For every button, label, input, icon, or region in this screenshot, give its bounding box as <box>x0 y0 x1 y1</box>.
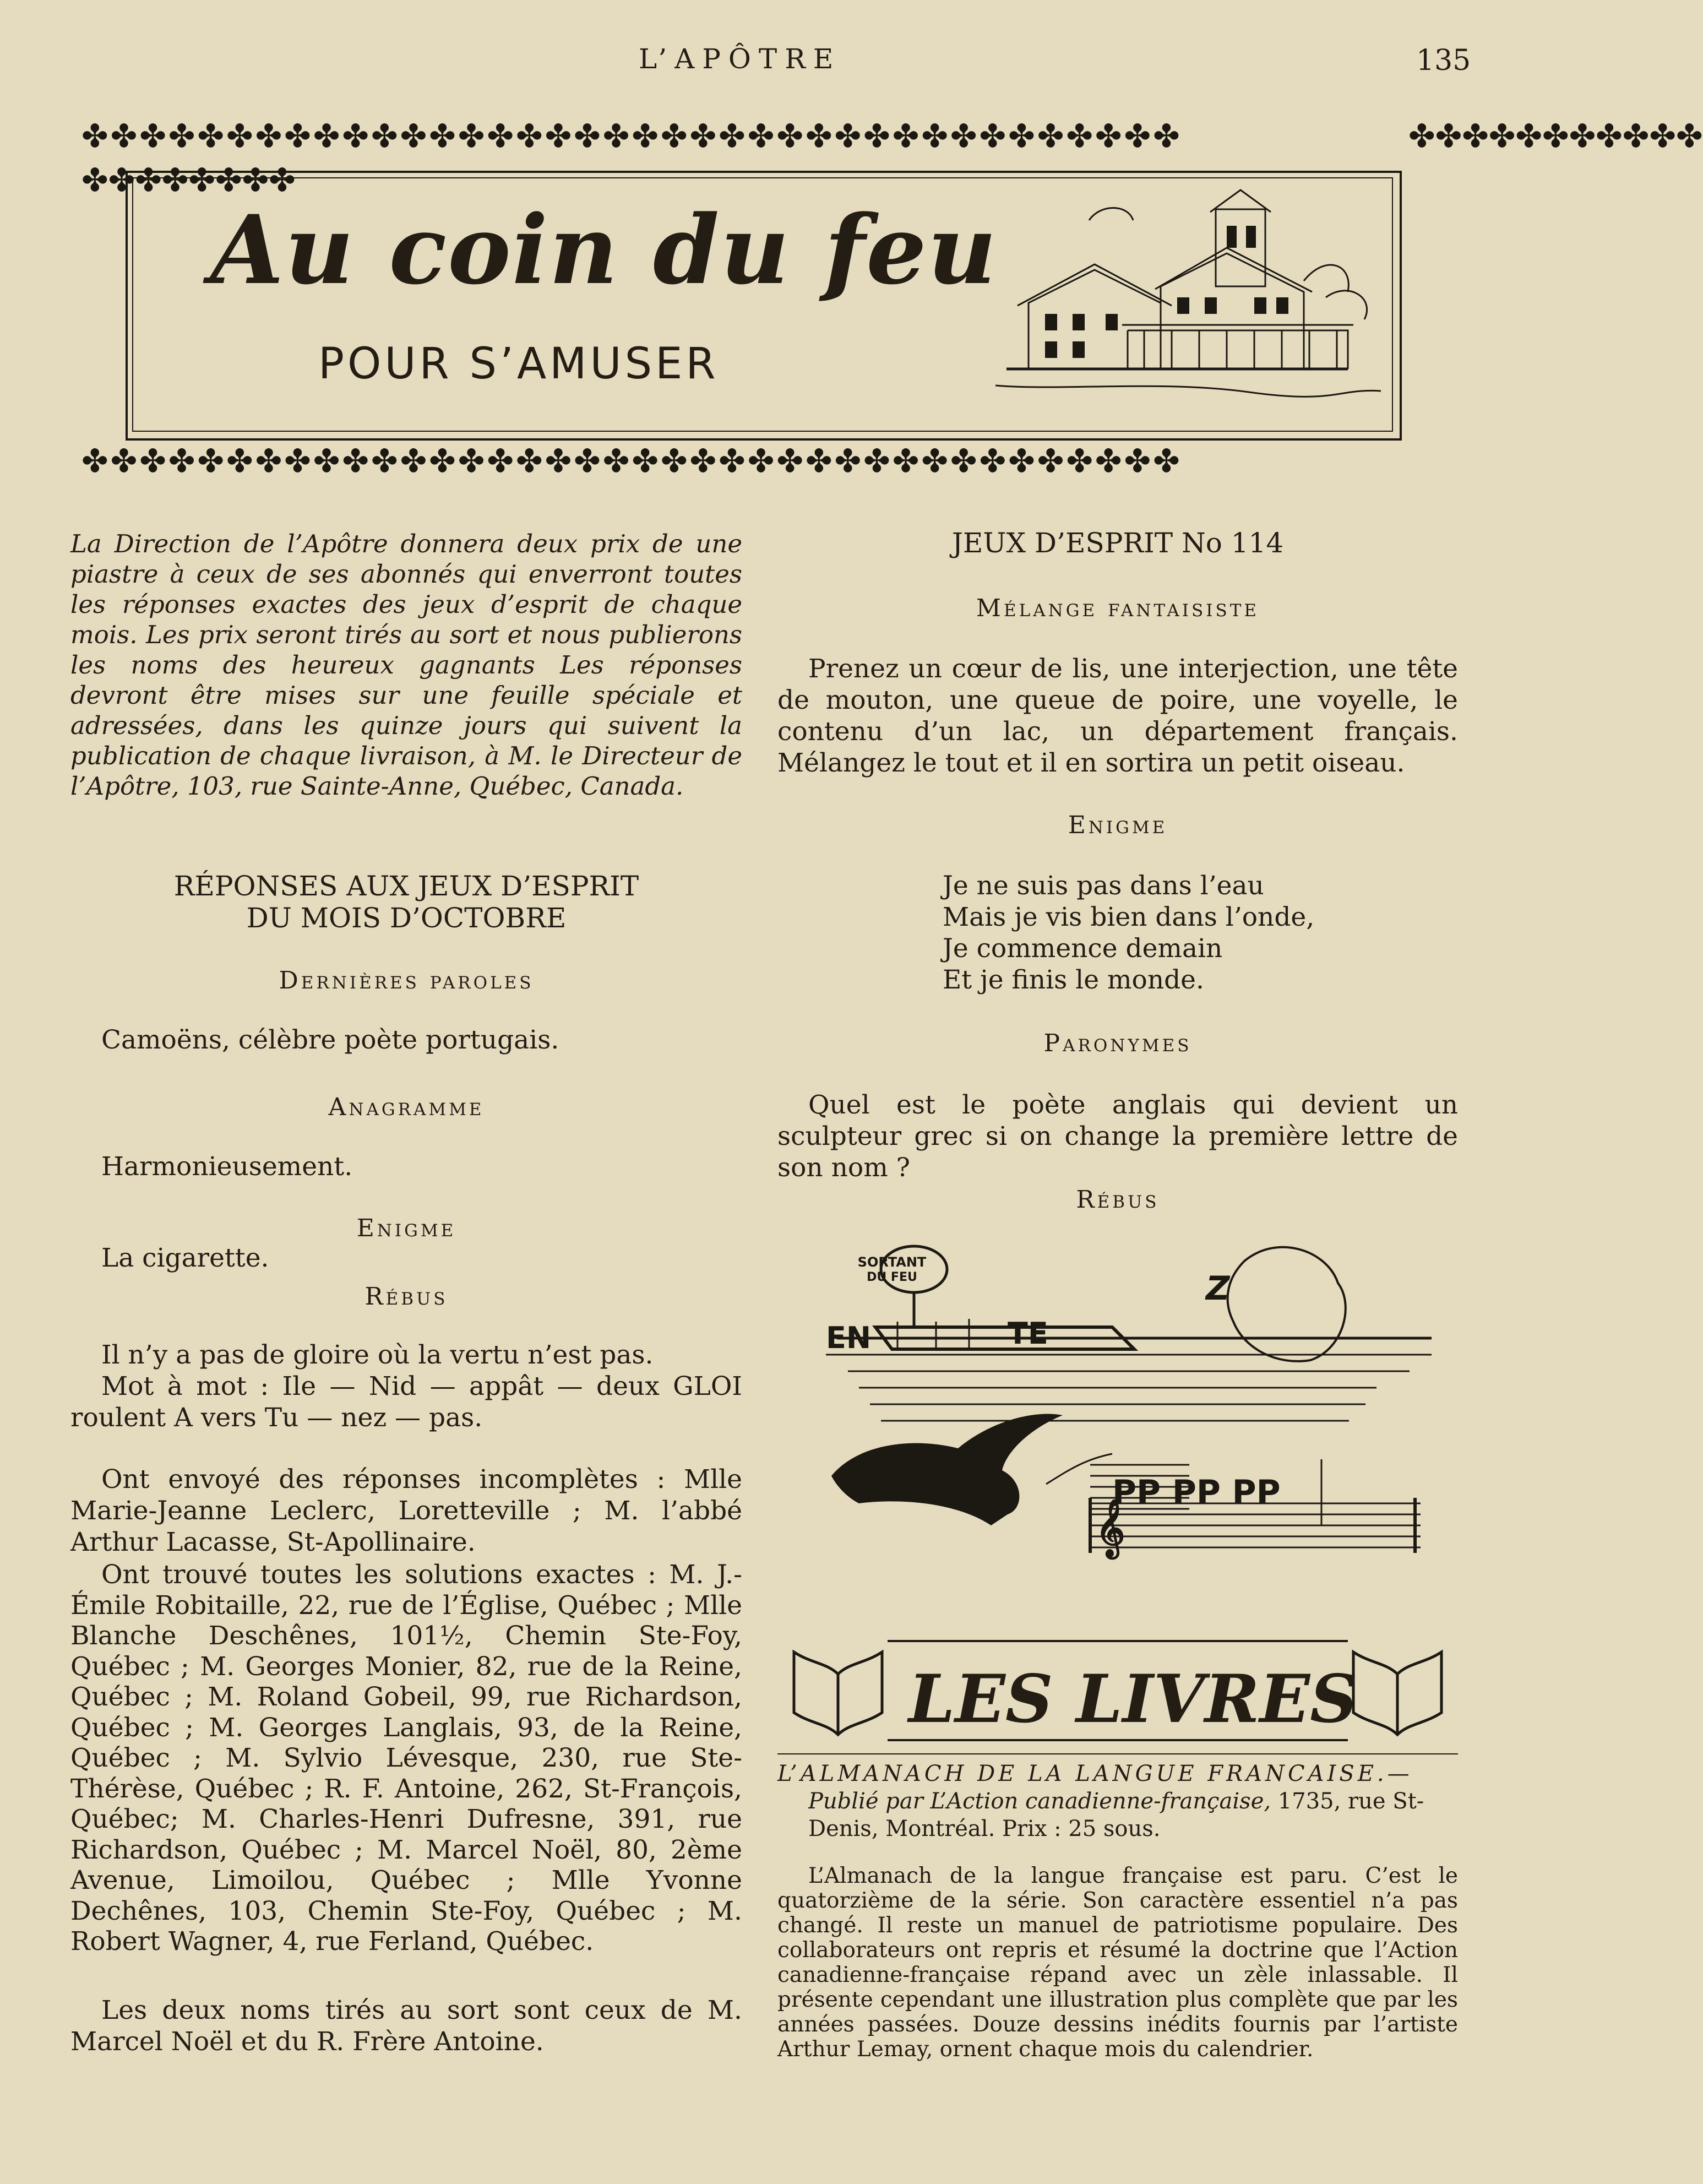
ornamental-border-right: ✤✤✤✤✤✤✤✤✤✤✤ <box>1408 117 1703 155</box>
rebus-notes: PP PP PP <box>1112 1473 1281 1512</box>
ornamental-border-left: ✤✤✤✤✤✤✤✤ <box>81 161 296 199</box>
melange-heading: Mélange fantaisiste <box>976 594 1260 622</box>
answers-heading <box>70 870 742 934</box>
contest-intro: La Direction de l’Apôtre donnera deux prix de une piastre à ceux de ses abonnés qui enverront toutes les réponses exactes des jeux d’esprit de chaque mois. Les prix seront tirés au sort et nous publierons les noms des heureux gagnants Les réponses devront être mises sur une feuille spéciale et adressées, dans les quinze jours qui suivent la publication de chaque livraison, à M. le Directeur de l’Apôtre, 103, rue Sainte-Anne, Québec, Canada. <box>70 529 742 801</box>
rebus-z: Z <box>1206 1269 1230 1308</box>
puzzles-heading: JEUX D’ESPRIT No 114 <box>951 527 1284 559</box>
enigma-heading: Enigme <box>1068 811 1168 839</box>
page-number: 135 <box>1416 44 1471 77</box>
section-title: Au coin du feu <box>210 194 998 306</box>
book-entry-title: L’ALMANACH DE LA LANGUE FRANCAISE.— <box>777 1761 1413 1786</box>
ornamental-border-top: ✤✤✤✤✤✤✤✤✤✤✤✤✤✤✤✤✤✤✤✤✤✤✤✤✤✤✤✤✤✤✤✤✤✤✤✤✤✤ <box>81 117 1182 155</box>
book-entry-header <box>777 1760 1458 1843</box>
enigma-line: Je commence demain <box>943 933 1223 964</box>
enigma-poem <box>943 870 1438 996</box>
rebus-illustration <box>826 1239 1437 1597</box>
book-entry-body: L’Almanach de la langue française est paru. C’est le quatorzième de la série. Son caractère essentiel n’a pas changé. Il reste un manuel de patriotisme populaire. Des collaborateurs ont repris et résumé la doctrine que l’Action canadienne-française répand avec un zèle inlassable. Il présente cependant une illustration plus complète que par les années passées. Douze dessins inédits fournis par l’artiste Arthur Lemay, ornent chaque mois du calendrier. <box>777 1864 1458 2062</box>
books-heading: LES LIVRES <box>908 1660 1358 1738</box>
anagram-answer: Harmonieusement. <box>101 1151 353 1182</box>
anagram-heading: Anagramme <box>328 1093 485 1121</box>
last-words-heading: Dernières paroles <box>279 966 534 995</box>
paronyms-text: Quel est le poète anglais qui devient un sculpteur grec si on change la première lettre de son nom ? <box>777 1090 1458 1183</box>
house-illustration <box>995 187 1381 408</box>
winners: Les deux noms tirés au sort sont ceux de M. Marcel Noël et du R. Frère Antoine. <box>70 1995 742 2057</box>
rebus-sign-line1: SORTANT <box>857 1254 927 1270</box>
rebus-heading: Rébus <box>1076 1186 1160 1214</box>
rebus-answer-line2: Mot à mot : Ile — Nid — appât — deux GLOI roulent A vers Tu — nez — pas. <box>70 1371 742 1433</box>
book-entry-publisher <box>777 1788 1458 1843</box>
rebus-en: EN <box>826 1321 872 1355</box>
paronyms-heading: Paronymes <box>1043 1029 1192 1057</box>
ornamental-border-bottom: ✤✤✤✤✤✤✤✤✤✤✤✤✤✤✤✤✤✤✤✤✤✤✤✤✤✤✤✤✤✤✤✤✤✤✤✤✤✤ <box>81 442 1182 480</box>
melange-text: Prenez un cœur de lis, une interjection, une tête de mouton, une queue de poire, une voyelle, le contenu d’un lac, un département français. Mélangez le tout et il en sortira un petit oiseau. <box>777 654 1458 778</box>
section-subtitle: POUR S’AMUSER <box>318 339 719 389</box>
enigma-line: Et je finis le monde. <box>943 965 1204 995</box>
treble-clef-icon: 𝄞 <box>1096 1499 1125 1557</box>
book-publisher-rest: 1735, rue St-Denis, Montréal. Prix : 25 sous. <box>808 1789 1424 1841</box>
rebus-answer-heading: Rébus <box>364 1283 448 1311</box>
last-words-answer: Camoëns, célèbre poète portugais. <box>101 1025 559 1055</box>
rebus-answer-line1: Il n’y a pas de gloire où la vertu n’est pas. <box>101 1340 654 1370</box>
rebus-sign-line2: DU FEU <box>867 1270 917 1284</box>
running-title: L’APÔTRE <box>639 43 841 75</box>
enigma-answer-heading: Enigme <box>356 1214 456 1242</box>
enigma-line: Je ne suis pas dans l’eau <box>943 871 1264 901</box>
complete-responses: Ont trouvé toutes les solutions exactes : M. J.-Émile Robitaille, 22, rue de l’Église, Québec ; Mlle Blanche Deschênes, 101½, Chemin Ste-Foy, Québec ; M. Georges Monier, 82, rue de la Reine, Québec ; M. Roland Gobeil, 99, rue Richardson, Québec ; M. Georges Langlais, 93, de la Reine, Québec ; M. Sylvio Lévesque, 230, rue Ste-Thérèse, Québec ; R. F. Antoine, 262, St-François, Québec; M. Charles-Henri Dufresne, 391, rue Richardson, Québec ; M. Marcel Noël, 80, 2ème Avenue, Limoilou, Québec ; Mlle Yvonne Dechênes, 103, Chemin Ste-Foy, Québec ; M. Robert Wagner, 4, rue Ferland, Québec. <box>70 1560 742 1957</box>
enigma-answer: La cigarette. <box>101 1243 269 1273</box>
enigma-line: Mais je vis bien dans l’onde, <box>943 902 1315 932</box>
rebus-answer <box>70 1339 742 1433</box>
answers-heading-line2: DU MOIS D’OCTOBRE <box>246 902 567 934</box>
answers-heading-line1: RÉPONSES AUX JEUX D’ESPRIT <box>173 870 639 902</box>
book-publisher-italic: Publié par L’Action canadienne-française, <box>808 1789 1271 1814</box>
incomplete-responses: Ont envoyé des réponses incomplètes : Mlle Marie-Jeanne Leclerc, Loretteville ; M. l’abbé Arthur Lacasse, St-Apollinaire. <box>70 1464 742 1557</box>
rebus-te: TE <box>1008 1316 1048 1351</box>
